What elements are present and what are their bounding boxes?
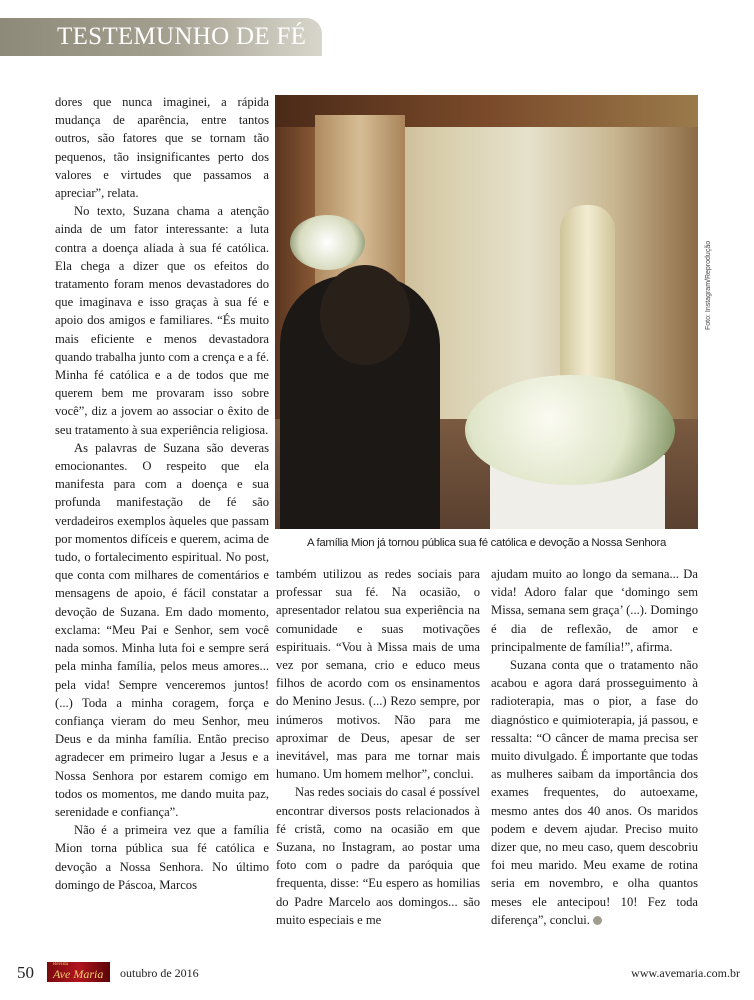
article-column-2	[276, 565, 480, 929]
photo-caption: A família Mion já tornou pública sua fé católica e devoção a Nossa Senhora	[307, 537, 666, 549]
logo-small-text: Revista	[53, 962, 68, 967]
photo-person-head	[320, 265, 410, 365]
logo-name: Ave Maria	[53, 967, 104, 981]
paragraph: também utilizou as redes sociais para professar sua fé. Na ocasião, o apresentador relatou sua experiência na comunidade e suas motivações espirituais. “Vou à Missa mais de uma vez por semana, crio e educo meus filhos de acordo com os ensinamentos do Menino Jesus. (...) Rezo sempre, por inúmeros motivos. Não para me aproximar de Deus, apesar de ser inevitável, mas para me tornar mais humano. Um homem melhor”, conclui.	[276, 567, 480, 782]
page-number: 50	[17, 963, 34, 982]
paragraph: ajudam muito ao longo da semana... Da vida! Adoro falar que ‘domingo sem Missa, semana sem graça’ (...). Domingo é dia de reflexão, de amor e principalmente de família!”, afirma.	[491, 567, 698, 654]
photo-credit: Foto: Instagram/Reprodução	[705, 240, 712, 330]
photo-statue	[560, 205, 615, 395]
section-title: TESTEMUNHO DE FÉ	[57, 23, 307, 50]
section-header	[0, 18, 322, 56]
paragraph: dores que nunca imaginei, a rápida mudança de aparência, entre tantos outros, são fatores que se tornam tão pequenos, tão insignificantes perto dos valores e virtudes que passamos a apreciar”, relata.	[55, 95, 269, 201]
photo-flowers	[290, 215, 365, 270]
end-mark-icon	[593, 916, 602, 925]
photo-flowers	[465, 375, 675, 485]
issue-date: outubro de 2016	[120, 966, 199, 980]
magazine-logo	[47, 962, 110, 982]
paragraph: Nas redes sociais do casal é possível encontrar diversos posts relacionados à fé cristã, como na ocasião em que Suzana, no Instagram, ao postar uma foto com o padre da paróquia que frequenta, disse: “Eu espero as homilias do Padre Marcelo aos domingos... são muito especiais e me	[276, 785, 480, 927]
article-photo	[275, 95, 698, 529]
paragraph: Não é a primeira vez que a família Mion torna pública sua fé católica e devoção a Nossa Senhora. No último domingo de Páscoa, Marcos	[55, 823, 269, 892]
website-url: www.avemaria.com.br	[631, 966, 740, 980]
paragraph: No texto, Suzana chama a atenção ainda de um fator interessante: a luta contra a doença aliada à sua fé católica. Ela chega a dizer que os efeitos do tratamento foram menos devastadores do que imaginava e isso graças à sua fé e apoio dos amigos e familiares. “És muito mais eficiente e menos devastadora quando trabalha junto com a crença e a fé. Minha fé católica e a de todos que me querem bem me provaram isso sobre você”, diz a jovem ao associar o êxito de seu tratamento à sua experiência religiosa.	[55, 204, 269, 437]
paragraph: As palavras de Suzana são deveras emocionantes. O respeito que ela manifesta para com a doença e sua profunda manifestação de fé são verdadeiros exemplos àqueles que passam por momentos difíceis e querem, acima de tudo, o fortalecimento espiritual. No post, que conta com milhares de comentários e mensagens de apoio, é fácil constatar a devoção de Suzana. Em dado momento, exclama: “Meu Pai e Senhor, sem você nada somos. Minha luta foi e sempre será pela minha família, pelos meus amores... pela vida! Sempre venceremos juntos! (...) Toda a minha coragem, força e confiança vieram do meu Senhor, meu Deus e da minha família. Então preciso agradecer em primeiro lugar a Jesus e a Nossa Senhora por estarem comigo em todos os momentos, me dando muita paz, serenidade e confiança”.	[55, 440, 269, 819]
paragraph-text: Suzana conta que o tratamento não acabou e agora dará prosseguimento à radioterapia, mas o pior, a fase do diagnóstico e quimioterapia, já passou, e ressalta: “O câncer de mama precisa ser muito divulgado. É importante que todas as mulheres saibam da importância dos exames frequentes, do autoexame, mesmo antes dos 40 anos. Os maridos podem e devem ajudar. Preciso muito dizer que, no meu caso, quem descobriu foi meu marido. Meu exame de rotina seria em novembro, e olha quantos meses ele antecipou! 10! Fez toda diferença”, conclui.	[491, 658, 698, 927]
article-column-3	[491, 565, 698, 929]
paragraph-last	[491, 656, 698, 929]
article-column-1	[55, 93, 269, 894]
